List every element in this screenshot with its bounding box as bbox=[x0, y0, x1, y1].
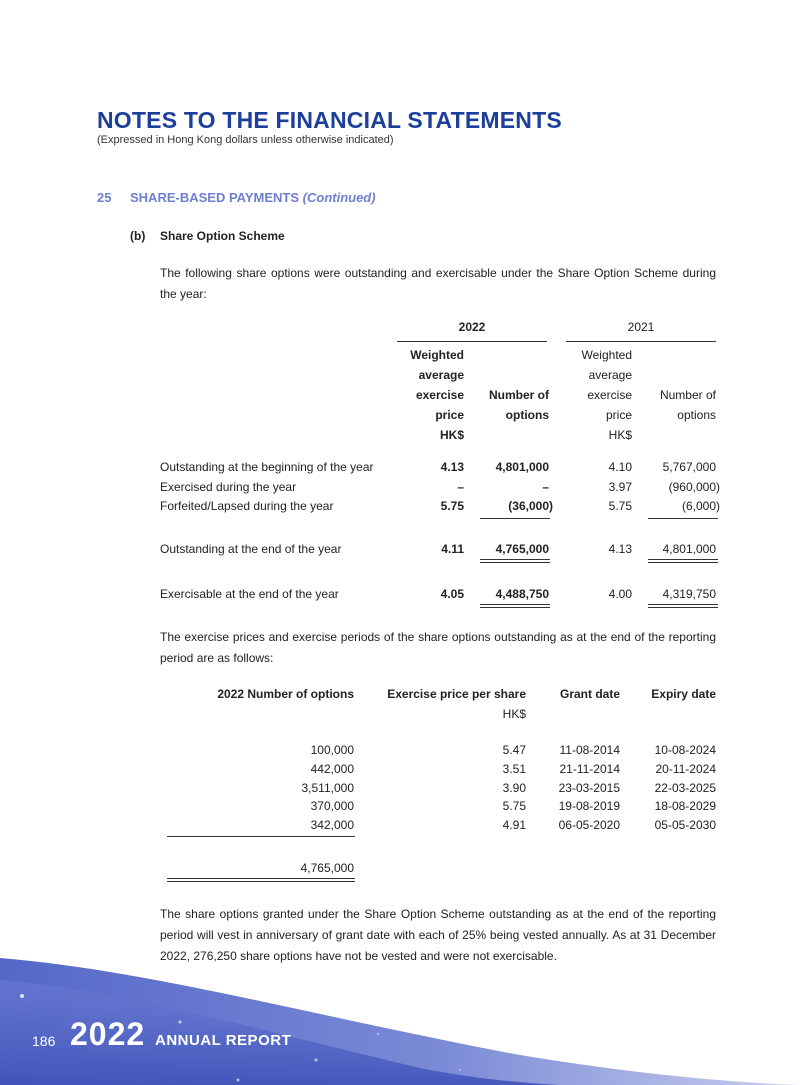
cell-price: 3.90 bbox=[502, 781, 526, 795]
cell-grant: 19-08-2019 bbox=[558, 799, 620, 813]
cell-grant: 06-05-2020 bbox=[558, 818, 620, 832]
page-number: 186 bbox=[32, 1033, 56, 1049]
page-subtitle: (Expressed in Hong Kong dollars unless otherwise indicated) bbox=[97, 134, 394, 146]
col-header-grant: Grant date bbox=[559, 687, 620, 701]
col-header-price-2021-l4: price bbox=[605, 408, 632, 422]
cell-number-2022: 4,488,750 bbox=[495, 587, 549, 601]
cell-number-2021: (6,000) bbox=[681, 499, 720, 513]
row-label: Exercised during the year bbox=[160, 480, 297, 494]
col-header-price: Exercise price per share bbox=[387, 687, 526, 701]
cell-options: 342,000 bbox=[310, 818, 354, 832]
col-header-number-2022-l1: Number of bbox=[489, 388, 549, 402]
section-number: 25 bbox=[97, 190, 112, 205]
cell-expiry: 10-08-2024 bbox=[654, 743, 716, 757]
cell-options: 3,511,000 bbox=[301, 781, 354, 795]
options-subtotal-rule bbox=[167, 836, 355, 837]
cell-number-2022: 4,801,000 bbox=[495, 460, 549, 474]
vesting-paragraph: The share options granted under the Share Option Scheme outstanding as at the end of the reporting period will vest in anniversary of grant date with each of 25% being vested annually. As at 31 December 2022, 276,250 share options have not be vested and were not exercisable. bbox=[160, 907, 716, 963]
cell-options: 370,000 bbox=[310, 799, 354, 813]
cell-price: 5.47 bbox=[502, 743, 526, 757]
cell-number-2022: – bbox=[542, 480, 549, 494]
subtotal-rule-2021 bbox=[648, 518, 718, 519]
footer-year: 2022 bbox=[70, 1016, 146, 1052]
section-title-text: SHARE-BASED PAYMENTS bbox=[130, 190, 300, 205]
section-continued: (Continued) bbox=[302, 190, 376, 205]
cell-grant: 21-11-2014 bbox=[559, 762, 620, 776]
col-header-price-2022-l3: exercise bbox=[415, 388, 464, 402]
exercisable-double-rule-2022 bbox=[480, 604, 550, 608]
cell-number-2021: 4,319,750 bbox=[662, 587, 716, 601]
subsection-title: Share Option Scheme bbox=[160, 229, 285, 243]
cell-grant: 11-08-2014 bbox=[559, 743, 620, 757]
row-label: Outstanding at the end of the year bbox=[160, 542, 342, 556]
year-header-2022: 2022 bbox=[458, 320, 486, 334]
col-header-price-unit: HK$ bbox=[502, 707, 526, 721]
cell-expiry: 18-08-2029 bbox=[654, 799, 716, 813]
col-header-price-2022-l4: price bbox=[435, 408, 464, 422]
options-total: 4,765,000 bbox=[300, 861, 354, 875]
col-header-price-2022-l2: average bbox=[418, 368, 464, 382]
cell-expiry: 05-05-2030 bbox=[654, 818, 716, 832]
cell-price-2022: 5.75 bbox=[440, 499, 464, 513]
row-label: Outstanding at the beginning of the year bbox=[160, 460, 374, 474]
cell-price-2021: 3.97 bbox=[608, 480, 632, 494]
col-header-price-2021-l3: exercise bbox=[587, 388, 632, 402]
cell-number-2021: 4,801,000 bbox=[662, 542, 716, 556]
subsection-letter: (b) bbox=[130, 229, 146, 243]
cell-grant: 23-03-2015 bbox=[558, 781, 620, 795]
cell-price-2021: 4.10 bbox=[608, 460, 632, 474]
cell-number-2021: 5,767,000 bbox=[662, 460, 716, 474]
total-double-rule-2021 bbox=[648, 559, 718, 563]
cell-price-2021: 4.00 bbox=[608, 587, 632, 601]
total-double-rule-2022 bbox=[480, 559, 550, 563]
row-label: Exercisable at the end of the year bbox=[160, 587, 339, 601]
col-header-options: 2022 Number of options bbox=[217, 687, 354, 701]
year-underline-2022 bbox=[397, 341, 547, 342]
cell-price-2022: – bbox=[457, 480, 464, 494]
col-header-price-2021-l5: HK$ bbox=[608, 428, 632, 442]
year-underline-2021 bbox=[566, 341, 716, 342]
footer-report-title: ANNUAL REPORT bbox=[155, 1032, 292, 1049]
cell-number-2022: (36,000) bbox=[508, 499, 553, 513]
col-header-number-2022-l2: options bbox=[505, 408, 549, 422]
cell-expiry: 22-03-2025 bbox=[654, 781, 716, 795]
cell-price: 4.91 bbox=[502, 818, 526, 832]
cell-price: 5.75 bbox=[502, 799, 526, 813]
cell-price-2022: 4.11 bbox=[441, 542, 464, 556]
options-total-double-rule bbox=[167, 878, 355, 882]
cell-number-2021: (960,000) bbox=[668, 480, 720, 494]
col-header-price-2022-l5: HK$ bbox=[439, 428, 464, 442]
row-label: Forfeited/Lapsed during the year bbox=[160, 499, 334, 513]
cell-options: 442,000 bbox=[310, 762, 354, 776]
cell-price-2021: 5.75 bbox=[608, 499, 632, 513]
col-header-price-2021-l2: average bbox=[588, 368, 632, 382]
subtotal-rule-2022 bbox=[480, 518, 550, 519]
col-header-number-2021-l1: Number of bbox=[659, 388, 716, 402]
col-header-number-2021-l2: options bbox=[677, 408, 716, 422]
page-title: NOTES TO THE FINANCIAL STATEMENTS bbox=[97, 107, 562, 133]
col-header-price-2021-l1: Weighted bbox=[581, 348, 632, 362]
exercisable-double-rule-2021 bbox=[648, 604, 718, 608]
cell-number-2022: 4,765,000 bbox=[495, 542, 549, 556]
cell-expiry: 20-11-2024 bbox=[655, 762, 716, 776]
cell-price-2022: 4.13 bbox=[440, 460, 464, 474]
cell-price-2021: 4.13 bbox=[608, 542, 632, 556]
col-header-expiry: Expiry date bbox=[651, 687, 716, 701]
year-header-2021: 2021 bbox=[627, 320, 655, 334]
cell-options: 100,000 bbox=[310, 743, 354, 757]
cell-price: 3.51 bbox=[502, 762, 526, 776]
intro-paragraph: The following share options were outstanding and exercisable under the Share Option Scheme during the year: bbox=[160, 266, 716, 301]
section-title bbox=[130, 190, 376, 205]
cell-price-2022: 4.05 bbox=[440, 587, 464, 601]
col-header-price-2022-l1: Weighted bbox=[410, 348, 464, 362]
periods-paragraph: The exercise prices and exercise periods of the share options outstanding as at the end of the reporting period are as follows: bbox=[160, 630, 716, 665]
